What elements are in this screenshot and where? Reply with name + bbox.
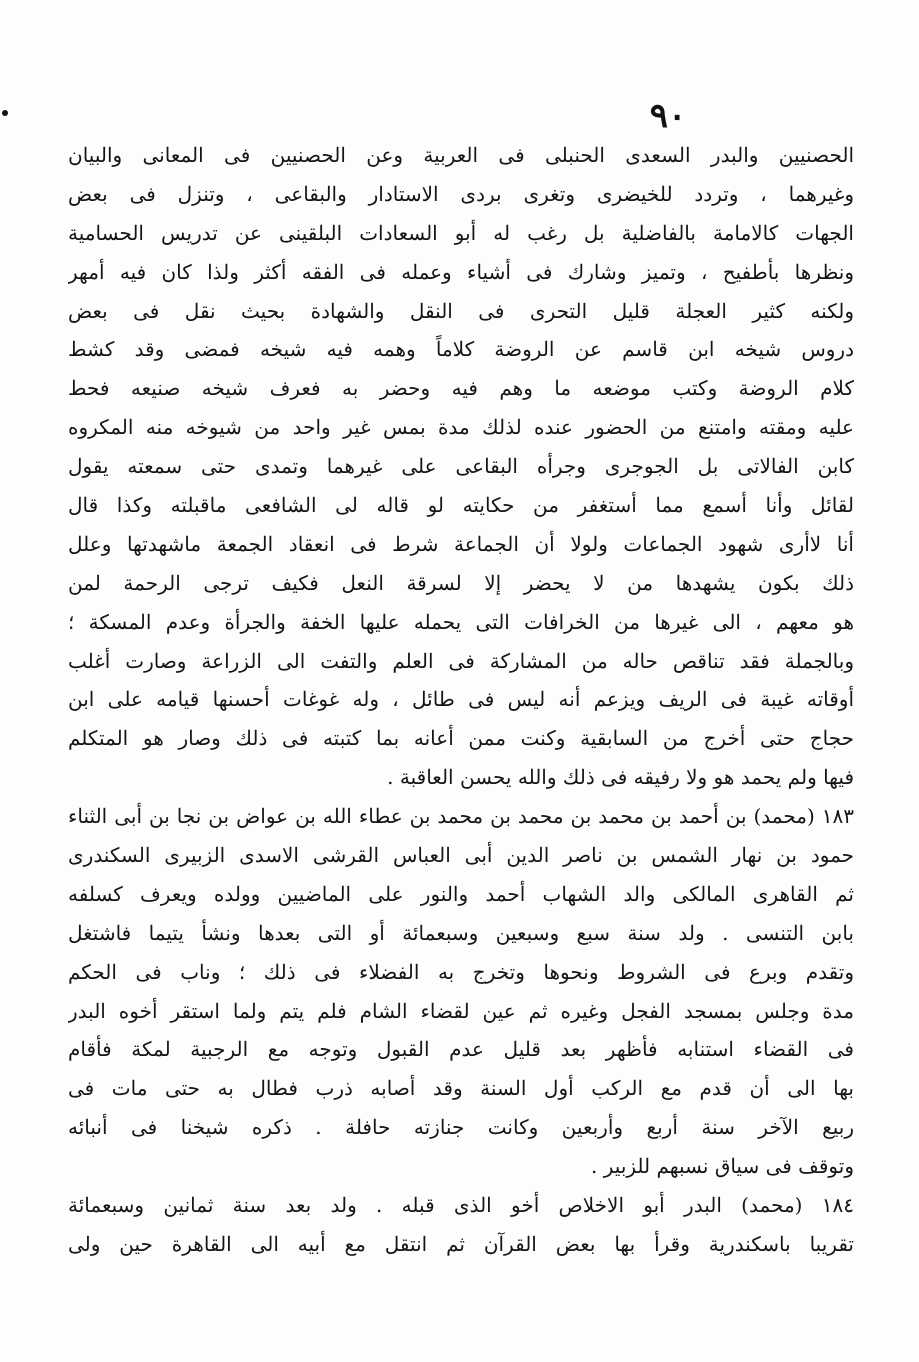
text-line: بابن التنسى . ولد سنة سبع وسبعين وسبعمائة أو التى بعدها ونشأ يتيما فاشتغل bbox=[68, 920, 854, 945]
text-line: وغيرهما ، وتردد للخيضرى وتغرى بردى الاستادار والبقاعى ، وتنزل فى بعض bbox=[68, 181, 854, 206]
text-line: أوقاته غيبة فى الريف ويزعم أنه ليس فى طائل ، وله غوغات أحسنها قيامه على ابن bbox=[68, 687, 854, 712]
margin-mark bbox=[2, 110, 8, 116]
text-line: الحصنيين والبدر السعدى الحنبلى فى العربية وعن الحصنيين فى المعانى والبيان bbox=[68, 143, 854, 167]
text-line: وبالجملة فقد تناقص حاله من المشاركة فى العلم والتفت الى الزراعة وصارت أغلب bbox=[68, 648, 854, 673]
text-line: تقريبا باسكندرية وقرأ بها بعض القرآن ثم انتقل مع أبيه الى القاهرة حين ولى bbox=[68, 1231, 854, 1256]
text-line: ولكنه كثير العجلة قليل التحرى فى النقل والشهادة بحيث نقل فى بعض bbox=[68, 298, 854, 323]
text-line: ثم القاهرى المالكى والد الشهاب أحمد والنور على الماضيين وولده ويعرف كسلفه bbox=[68, 881, 854, 906]
text-line: أنا لاأرى شهود الجماعات ولولا أن الجماعة شرط فى انعقاد الجمعة ماشهدتها وعلل bbox=[68, 531, 854, 556]
text-line: ونظرها بأطفيح ، وتميز وشارك فى أشياء وعمله فى الفقه أكثر ولذا كان فيه أمهر bbox=[68, 259, 854, 284]
text-line: ربيع الآخر سنة أربع وأربعين وكانت جنازته حافلة . ذكره شيخنا فى أنبائه bbox=[68, 1115, 854, 1140]
page-number: ٩٠ bbox=[649, 96, 687, 136]
body-text bbox=[68, 136, 854, 1264]
text-line: مدة وجلس بمسجد الفجل وغيره ثم عين لقضاء الشام فلم يتم ولما استقر أخوه البدر bbox=[68, 998, 854, 1023]
text-line: بها الى أن قدم مع الركب أول السنة وقد أصابه ذرب فطال به حتى مات فى bbox=[68, 1076, 854, 1101]
text-line: وتوقف فى سياق نسبهم للزبير . bbox=[591, 1154, 854, 1179]
text-line: الجهات كالامامة بالفاضلية بل رغب له أبو السعادات البلقينى عن تدريس الحسامية bbox=[68, 220, 854, 245]
text-line: كابن الفالاتى بل الجوجرى وجرأه البقاعى على غيرهما وتمدى حتى سمعته يقول bbox=[68, 454, 854, 479]
text-line: عليه ومقته وامتنع من الحضور عنده لذلك مدة بمس غير واحد من شيوخه منه المكروه bbox=[68, 415, 854, 440]
text-line: دروس شيخه ابن قاسم عن الروضة كلاماً وهمه فيه شيخه فمضى وقد كشط bbox=[68, 337, 854, 362]
text-line: وتقدم وبرع فى الشروط ونحوها وتخرج به الفضلاء فى ذلك ؛ وناب فى الحكم bbox=[68, 959, 854, 984]
text-line: حجاج حتى أخرج من السابقية وكنت ممن أعانه بما كتبته فى ذلك وصار هو المتكلم bbox=[68, 726, 854, 751]
text-line: فيها ولم يحمد هو ولا رفيقه فى ذلك والله يحسن العاقبة . bbox=[387, 765, 854, 790]
entry-183-start: ١٨٣ (محمد) بن أحمد بن محمد بن محمد بن محمد بن عطاء الله بن عواض بن نجا بن أبى الثناء bbox=[68, 804, 854, 829]
text-line: ذلك بكون يشهدها من لا يحضر إلا لسرقة النعل فكيف ترجى الرحمة لمن bbox=[68, 570, 854, 595]
text-line: هو معهم ، الى غيرها من الخرافات التى يحمله عليها الخفة والجرأة وعدم المسكة ؛ bbox=[68, 609, 854, 634]
entry-184-start: ١٨٤ (محمد) البدر أبو الاخلاص أخو الذى قبله . ولد بعد سنة ثمانين وسبعمائة bbox=[68, 1193, 854, 1218]
text-line: حمود بن نهار الشمس بن ناصر الدين أبى العباس القرشى الاسدى الزبيرى السكندرى bbox=[68, 843, 854, 868]
text-line: فى القضاء استنابه فأظهر بعد قليل عدم القبول وتوجه مع الرجبية لمكة فأقام bbox=[68, 1037, 854, 1062]
text-line: لقائل وأنا أسمع مما أستغفر من حكايته لو قاله لى الشافعى ماقبلته وكذا قال bbox=[68, 493, 854, 518]
text-line: كلام الروضة وكتب موضعه ما وهم فيه وحضر به فعرف شيخه صنيعه فحط bbox=[68, 376, 854, 401]
